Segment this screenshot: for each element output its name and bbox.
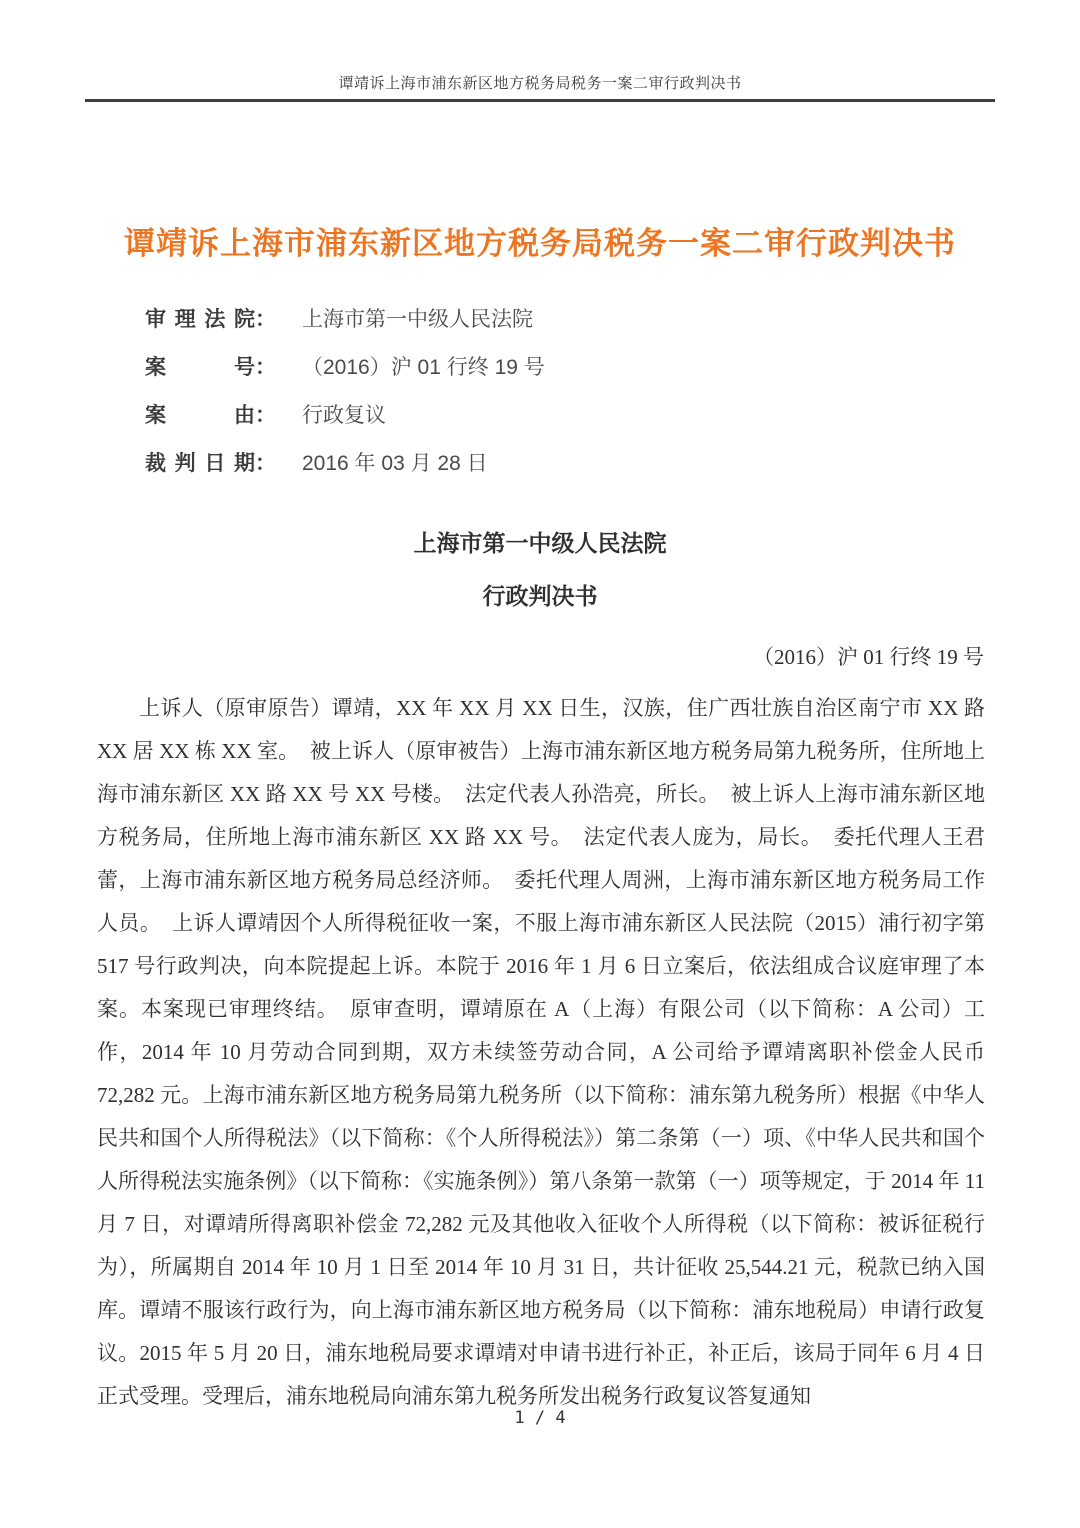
meta-value-court: 上海市第一中级人民法院 (302, 308, 533, 331)
meta-row-case-number (145, 351, 984, 399)
body-paragraph: 上诉人（原审原告）谭靖，XX 年 XX 月 XX 日生，汉族，住广西壮族自治区南宁市 XX 路 XX 居 XX 栋 XX 室。 被上诉人（原审被告）上海市浦东新区地方税务局第九税务所，住所地上海市浦东新区 XX 路 XX 号 XX 号楼。 法定代表人孙浩亮，所长。 被上诉人上海市浦东新区地方税务局，住所地上海市浦东新区 XX 路 XX 号。 法定代表人庞为，局长。 委托代理人王君蕾，上海市浦东新区地方税务局总经济师。 委托代理人周洲，上海市浦东新区地方税务局工作人员。 上诉人谭靖因个人所得税征收一案，不服上海市浦东新区人民法院（2015）浦行初字第 517 号行政判决，向本院提起上诉。本院于 2016 年 1 月 6 日立案后，依法组成合议庭审理了本案。本案现已审理终结。 原审查明，谭靖原在 A（上海）有限公司（以下简称：A 公司）工作，2014 年 10 月劳动合同到期，双方未续签劳动合同，A 公司给予谭靖离职补偿金人民币 72,282 元。上海市浦东新区地方税务局第九税务所（以下简称：浦东第九税务所）根据《中华人民共和国个人所得税法》（以下简称：《个人所得税法》）第二条第（一）项、《中华人民共和国个人所得税法实施条例》（以下简称：《实施条例》）第八条第一款第（一）项等规定，于 2014 年 11 月 7 日，对谭靖所得离职补偿金 72,282 元及其他收入征收个人所得税（以下简称：被诉征税行为），所属期自 2014 年 10 月 1 日至 2014 年 10 月 31 日，共计征收 25,544.21 元，税款已纳入国库。谭靖不服该行政行为，向上海市浦东新区地方税务局（以下简称：浦东地税局）申请行政复议。2015 年 5 月 20 日，浦东地税局要求谭靖对申请书进行补正，补正后，该局于同年 6 月 4 日正式受理。受理后，浦东地税局向浦东第九税务所发出税务行政复议答复通知 (97, 696, 985, 1408)
meta-row-judgment-date (145, 447, 984, 495)
running-header: 谭靖诉上海市浦东新区地方税务局税务一案二审行政判决书 (338, 76, 742, 92)
meta-row-cause (145, 399, 984, 447)
meta-label-judgment-date: 裁判日期 (145, 452, 255, 475)
page-number: 1 / 4 (514, 1408, 566, 1428)
meta-colon: ： (255, 404, 276, 427)
meta-value-case-number: （2016）沪 01 行终 19 号 (302, 356, 545, 379)
document-type-heading: 行政判决书 (482, 583, 598, 609)
page-title: 谭靖诉上海市浦东新区地方税务局税务一案二审行政判决书 (124, 226, 956, 261)
meta-label-cause: 案由 (145, 404, 255, 427)
meta-value-judgment-date: 2016 年 03 月 28 日 (302, 452, 488, 475)
meta-row-court (145, 303, 984, 351)
meta-colon: ： (255, 452, 276, 475)
meta-label-court: 审理法院 (145, 308, 255, 331)
header-divider (85, 99, 995, 102)
meta-section (145, 303, 984, 495)
case-number-line: （2016）沪 01 行终 19 号 (753, 645, 984, 669)
court-name-heading: 上海市第一中级人民法院 (413, 530, 667, 556)
meta-label-case-number: 案号 (145, 356, 255, 379)
meta-colon: ： (255, 308, 276, 331)
meta-colon: ： (255, 356, 276, 379)
meta-value-cause: 行政复议 (302, 404, 386, 427)
